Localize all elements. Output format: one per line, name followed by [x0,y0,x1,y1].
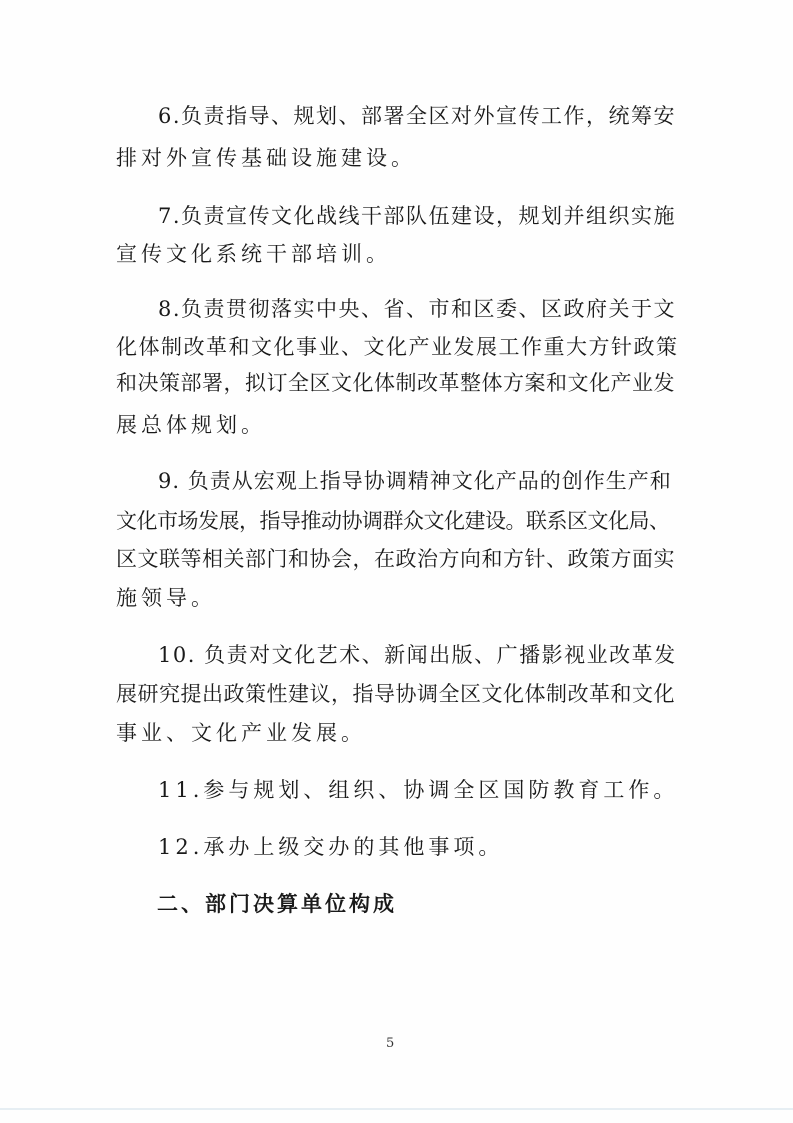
item-8-line-2: 化体制改革和文化事业、文化产业发展工作重大方针政策 [116,335,679,359]
item-7-line-2: 宣传文化系统干部培训。 [116,242,391,266]
item-7-line-1: 7.负责宣传文化战线干部队伍建设，规划并组织实施 [158,204,677,228]
item-9-line-1: 9. 负责从宏观上指导协调精神文化产品的创作生产和 [158,469,672,493]
item-12-line-1: 12.承办上级交办的其他事项。 [158,835,504,859]
item-10-line-2: 展研究提出政策性建议，指导协调全区文化体制改革和文化 [116,682,675,706]
item-6-line-2: 排对外宣传基础设施建设。 [116,146,416,170]
section-heading: 二、部门决算单位构成 [157,892,397,916]
item-9-line-3: 区文联等相关部门和协会，在政治方向和方针、政策方面实 [116,547,675,571]
bottom-divider [0,1108,793,1110]
item-9-line-4: 施领导。 [116,586,216,610]
item-8-line-1: 8.负责贯彻落实中央、省、市和区委、区政府关于文 [158,297,677,321]
item-8-line-4: 展总体规划。 [116,413,266,437]
page-number: 5 [386,1036,395,1051]
item-9-line-2: 文化市场发展，指导推动协调群众文化建设。联系区文化局、 [116,509,670,533]
item-8-line-3: 和决策部署，拟订全区文化体制改革整体方案和文化产业发 [116,371,675,395]
item-11-line-1: 11.参与规划、组织、协调全区国防教育工作。 [158,778,679,802]
item-10-line-3: 事业、文化产业发展。 [116,721,366,745]
item-10-line-1: 10. 负责对文化艺术、新闻出版、广播影视业改革发 [158,643,677,667]
item-6-line-1: 6.负责指导、规划、部署全区对外宣传工作，统筹安 [158,104,677,128]
